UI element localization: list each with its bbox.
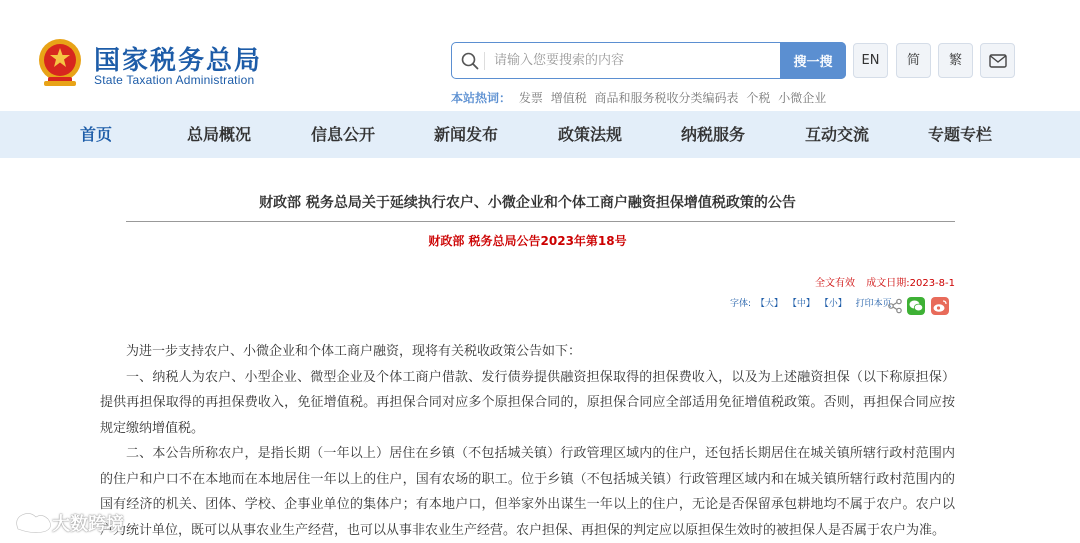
mail-button[interactable] bbox=[980, 43, 1015, 78]
mail-icon bbox=[989, 54, 1007, 68]
weibo-share-icon[interactable] bbox=[931, 297, 949, 315]
main-nav bbox=[0, 111, 1080, 158]
article-meta bbox=[815, 274, 955, 289]
article-body bbox=[100, 339, 955, 543]
hot-word-fapiao[interactable]: 发票 bbox=[518, 91, 543, 105]
article-title: 财政部 税务总局关于延续执行农户、小微企业和个体工商户融资担保增值税政策的公告 bbox=[259, 195, 796, 211]
national-emblem-logo[interactable] bbox=[34, 36, 86, 88]
article-paragraph: 一、纳税人为农户、小型企业、微型企业及个体工商户借款、发行债券提供融资担保取得的担保费收入，以及为上述融资担保（以下称原担保）提供再担保取得的再担保费收入，免征增值税。再担保合同对应多个原担保合同的，原担保合同应全部适用免征增值税政策。否则，再担保合同应按规定缴纳增值税。 bbox=[100, 369, 955, 436]
wechat-share-icon[interactable] bbox=[907, 297, 925, 315]
nav-special-topics[interactable]: 专题专栏 bbox=[927, 125, 992, 144]
font-medium-button[interactable]: 【中】 bbox=[787, 299, 815, 309]
site-name-cn[interactable]: 国家税务总局 bbox=[94, 46, 263, 76]
search-input[interactable] bbox=[494, 43, 779, 78]
search-box bbox=[451, 42, 846, 79]
nav-overview[interactable]: 总局概况 bbox=[186, 125, 251, 144]
font-size-label: 字体: bbox=[730, 299, 752, 309]
nav-home[interactable]: 首页 bbox=[79, 125, 112, 144]
hot-words-label: 本站热词： bbox=[451, 91, 512, 105]
nav-news[interactable]: 新闻发布 bbox=[433, 125, 498, 144]
font-large-button[interactable]: 【大】 bbox=[755, 299, 783, 309]
site-header bbox=[0, 0, 1080, 111]
watermark-text: 大数跨境 bbox=[52, 514, 124, 535]
print-button[interactable]: 打印本页 bbox=[855, 299, 892, 309]
search-button[interactable]: 搜一搜 bbox=[780, 42, 846, 79]
hot-words bbox=[451, 89, 826, 106]
hot-word-small-business[interactable]: 小微企业 bbox=[778, 91, 827, 105]
hot-word-vat[interactable]: 增值税 bbox=[550, 91, 587, 105]
simplified-chinese-button[interactable]: 简 bbox=[896, 43, 931, 78]
nav-interaction[interactable]: 互动交流 bbox=[804, 125, 869, 144]
font-small-button[interactable]: 【小】 bbox=[819, 299, 847, 309]
article-paragraph: 二、本公告所称农户，是指长期（一年以上）居住在乡镇（不包括城关镇）行政管理区域内的住户，还包括长期居住在城关镇所辖行政村范围内的住户和户口不在本地而在本地居住一年以上的住户，国有农场的职工。位于乡镇（不包括城关镇）行政管理区域内和在城关镇所辖行政村范围内的国有经济的机关、团体、学校、企事业单位的集体户；有本地户口，但举家外出谋生一年以上的住户，无论是否保留承包耕地均不属于农户。农户以户为统计单位，既可以从事农业生产经营，也可以从事非农业生产经营。农户担保、再担保的判定应以原担保生效时的被担保人是否属于农户为准。 bbox=[100, 446, 955, 538]
search-divider bbox=[484, 52, 485, 70]
nav-policies[interactable]: 政策法规 bbox=[557, 125, 622, 144]
traditional-chinese-button[interactable]: 繁 bbox=[938, 43, 973, 78]
site-name-en[interactable]: State Taxation Administration bbox=[94, 73, 255, 87]
article-tools bbox=[730, 296, 894, 316]
validity-status: 全文有效 bbox=[815, 278, 856, 289]
title-divider bbox=[126, 221, 955, 222]
issue-date: 成文日期:2023-8-1 bbox=[866, 278, 955, 289]
document-number: 财政部 税务总局公告2023年第18号 bbox=[428, 234, 627, 248]
hot-word-tax-code-table[interactable]: 商品和服务税收分类编码表 bbox=[594, 91, 739, 105]
english-version-button[interactable]: EN bbox=[853, 43, 888, 78]
hot-word-personal-tax[interactable]: 个税 bbox=[746, 91, 771, 105]
article-paragraph: 为进一步支持农户、小微企业和个体工商户融资，现将有关税收政策公告如下： bbox=[126, 344, 582, 359]
nav-tax-service[interactable]: 纳税服务 bbox=[680, 125, 745, 144]
share-icon[interactable] bbox=[886, 297, 904, 315]
search-icon bbox=[460, 51, 480, 71]
nav-info-disclosure[interactable]: 信息公开 bbox=[310, 125, 375, 144]
